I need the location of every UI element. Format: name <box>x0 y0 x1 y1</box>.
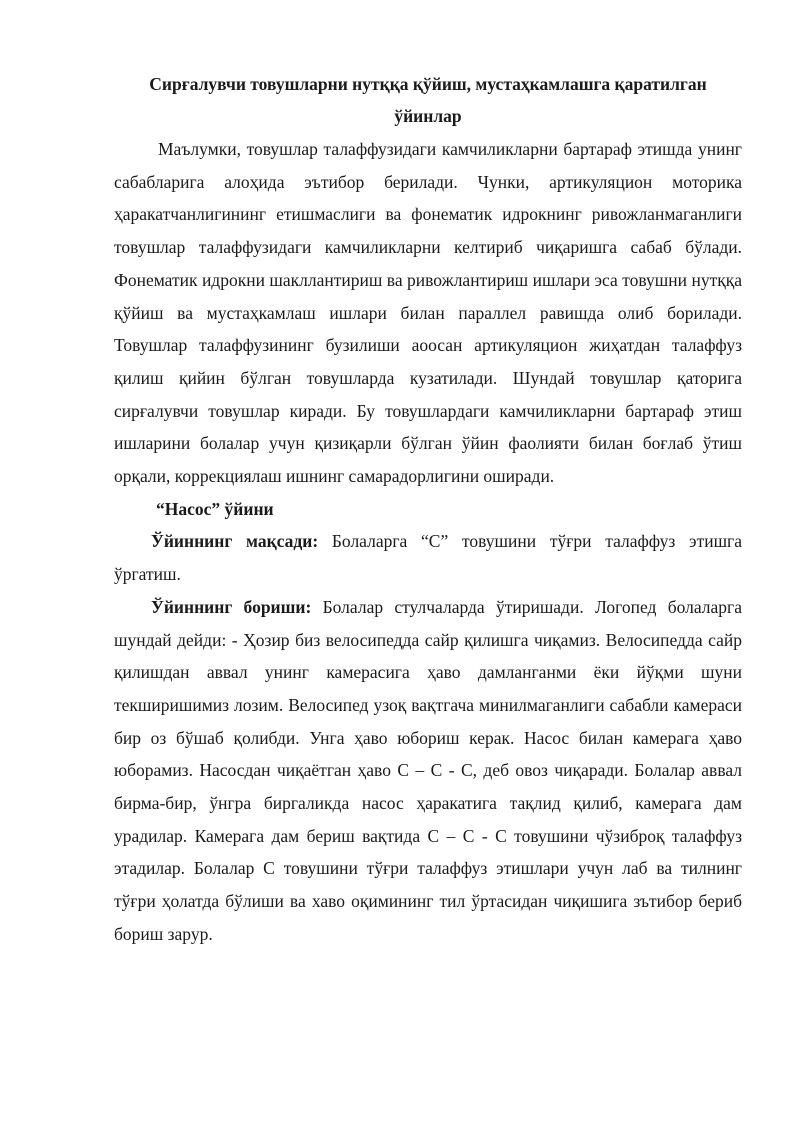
intro-paragraph: Маълумки, товушлар талаффузидаги камчиликларни бартараф этишда унинг сабабларига алоҳида эътибор берилади. Чунки, артикуляцион моторика ҳаракатчанлигининг етишмаслиги ва фонематик идрокнинг ривожланмаганлиги товушлар талаффузидаги камчиликларни келтириб чиқаришга сабаб бўлади. Фонематик идрокни шакллантириш ва ривожлантириш ишлари эса товушни нутққа қўйиш ва мустаҳкамлаш ишлари билан параллел равишда олиб борилади. Товушлар талаффузининг бузилиши аоосан артикуляцион жиҳатдан талаффуз қилиш қийин бўлган товушларда кузатилади. Шундай товушлар қаторига сирғалувчи товушлар киради. Бу товушлардаги камчиликларни бартараф этиш ишларини болалар учун қизиқарли бўлган ўйин фаолияти билан боғлаб ўтиш орқали, коррекциялаш ишнинг самарадорлигини оширади. <box>114 139 742 487</box>
procedure-text: Болалар стулчаларда ўтиришади. Логопед болаларга шундай дейди: - Ҳозир биз велосипедда сайр қилишга чиқамиз. Велосипедда сайр қилишдан аввал унинг камерасига ҳаво дамланганми ёки йўқми шуни текширишимиз лозим. Велосипед узоқ вақтгача минилмаганлиги сабабли камераси бир оз бўшаб қолибди. Унга ҳаво юбориш керак. Насос билан камерага ҳаво юборамиз. Насосдан чиқаётган ҳаво С – С - С, деб овоз чиқаради. Болалар аввал бирма-бир, ўнгра биргаликда насос ҳаракатига тақлид қилиб, камерага дам урадилар. Камерага дам бериш вақтида С – С - С товушини чўзиброқ талаффуз этадилар. Болалар С товушини тўғри талаффуз этишлари учун лаб ва тилнинг тўғри ҳолатда бўлиши ва хаво оқимининг тил ўртасидан чиқишига зътибор бериб бориш зарур. <box>114 596 742 944</box>
document-title: Сирғалувчи товушларни нутққа қўйиш, мустаҳкамлашга қаратилган ўйинлар <box>149 74 707 126</box>
document-body <box>114 68 742 951</box>
goal-text: Болаларга “С” товушини тўғри талаффуз этишга ўргатиш. <box>114 531 743 585</box>
procedure-paragraph <box>114 591 742 951</box>
game-title: “Насос” ўйини <box>156 498 274 519</box>
procedure-label: Ўйиннинг бориши: <box>151 596 312 617</box>
goal-label: Ўйиннинг мақсади: <box>151 531 319 552</box>
goal-paragraph <box>114 525 742 590</box>
